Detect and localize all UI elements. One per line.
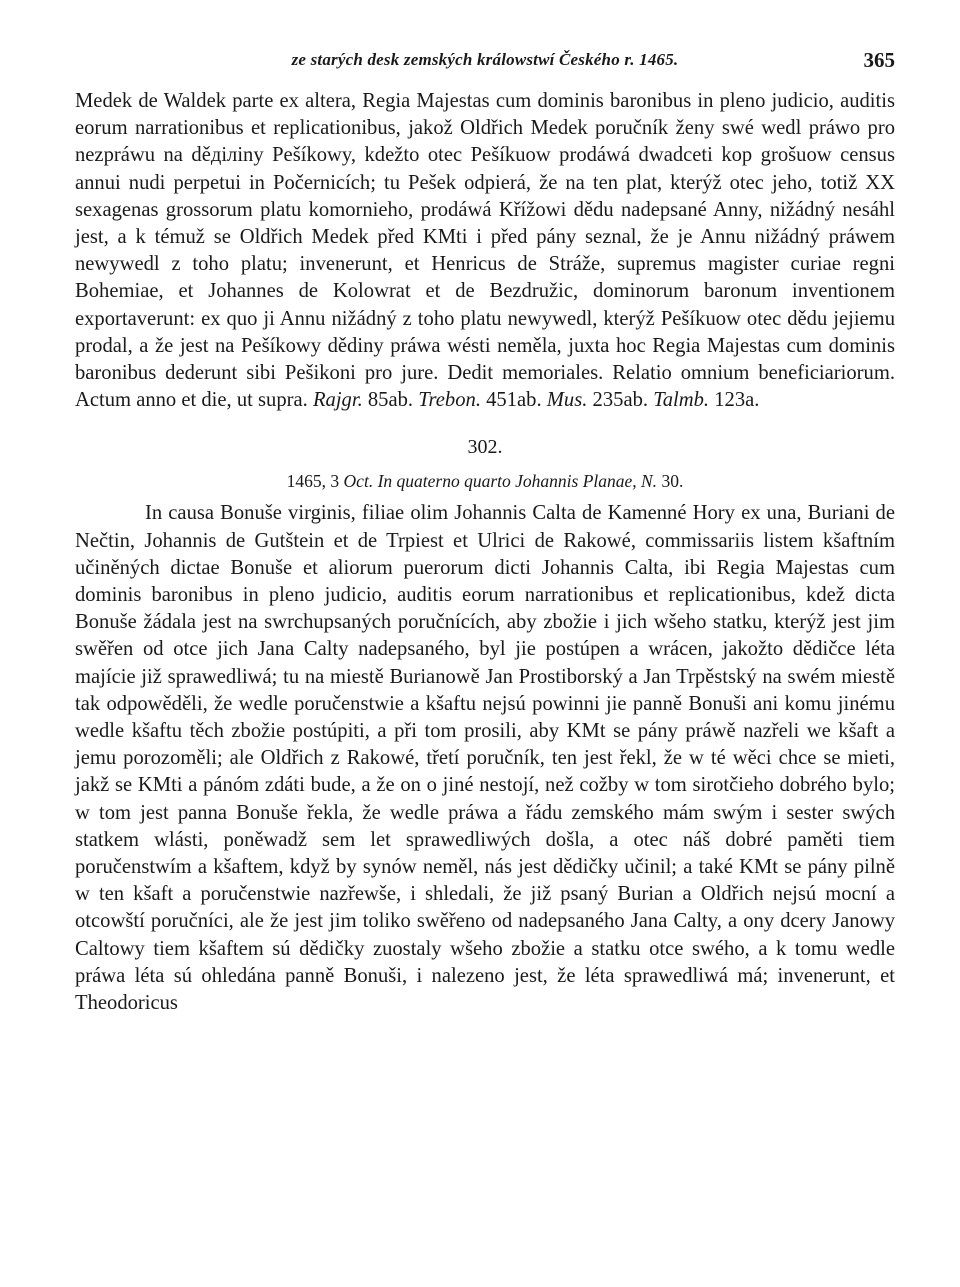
citation-folio: 451ab.: [486, 389, 542, 412]
entry-heading-number: 30.: [661, 471, 684, 492]
paragraph-bonuse-calta: In causa Bonuše virginis, filiae olim Johannis Calta de Kamenné Hory ex una, Buriani de Nečtin, Johannis de Gutštein et de Trpiest et Ulrici de Rakowé, commissariis listem kšaftním učiněných dictae Bonuše et aliorum puerorum dicti Johannis Calta, ibi Regia Majestas cum dominis baronibus in pleno judicio, auditis eorum narrationibus et replicationibus, kdež dicta Bonuše žádala jest na swrchupsaných poručnících, aby zbožie i jich wšeho statku, kterýž jest jim swěřen od otce jich Jana Calty nadepsaného, byl jie postúpen a wrácen, jakožto dědičce léta majície již sprawedliwá; tu na miestě Burianowě Jan Prostiborský a Jan Trpěstský na swém miestě tak odpowěděli, že wedle poručenstwie a kšaftu nejsú powinni jie panně Bonuši ani komu jinému wedle kšaftu těch zbožie postúpiti, a při tom prosili, aby KMt se pány práwě nazřeli we kšaft a jemu porozoměli; ale Oldřich z Rakowé, třetí poručník, ten jest řekl, že w té wěci chce se mieti, jakž se KMti a pánóm zdáti bude, a že on o jiné nestojí, než cožby w tom sirotčieho dobrého bylo; w tom jest panna Bonuše řekla, že wedle práwa a řádu zemského mám swým i sester swých statkem wlásti, poněwadž sem let sprawedliwých došla, a otec náš dobré paměti tiem poručenstwím a kšaftem, když by synów neměl, nás jest dědičky učinil; a také KMt se pány pilně w ten kšaft a poručenstwie nazřewše, i shledali, že již psaný Burian a Oldřich nejsú mocní a otcowští poručníci, ale že jest jim toliko swěřeno od nadepsaného Jana Calty, a ony dcery Janowy Caltowy tiem kšaftem sú dědičky zuostaly wšeho zbožie a statku otce swého, a k tomu wedle práwa léta sú ohledána panně Bonuši, i nalezeno jest, že léta sprawedliwá má; invenerunt, et Theodoricus: [75, 502, 895, 1015]
entry-number: 302.: [467, 436, 503, 459]
entry-date: 1465, 3: [286, 471, 340, 492]
entry-heading: [75, 468, 895, 494]
running-head: [75, 50, 895, 82]
citation-folio: 85ab.: [367, 389, 414, 412]
citation-source: Talmb.: [653, 389, 710, 412]
citation-source: Trebon.: [418, 389, 481, 412]
running-title: ze starých desk zemských králowstwí Českého r. 1465.: [291, 50, 679, 69]
citation-folio: 235ab.: [592, 389, 649, 412]
citation-source: Rajgr.: [312, 389, 363, 412]
entry-heading-italic: Oct. In quaterno quarto Johannis Planae, N.: [343, 471, 658, 492]
paragraph-medek-pesik: [75, 88, 895, 414]
document-page: [75, 50, 895, 1017]
citation-folio: 123a.: [714, 389, 760, 412]
citation-source: Mus.: [546, 389, 588, 412]
page-number: 365: [863, 48, 895, 72]
paragraph-1-text: Medek de Waldek parte ex altera, Regia Majestas cum dominis baronibus in pleno judicio, auditis eorum narrationibus et replicationibus, jakož Oldřich Medek poručník ženy swé wedl práwo pro nezpráwu na děділiny Pešíkowy, kdežto otec Pešíkuow prodáwá dwadceti kop grošuow census annui nudi perpetui in Počernicích; tu Pešek odpierá, že na ten plat, kterýž otec jeho, totiž XX sexagenas grossorum platu komornieho, prodáwá Křížowi dědu nadepsané Anny, nižádný nesáhl jest, a k témuž se Oldřich Medek před KMti i před pány seznal, že je Annu nižádný práwem newywedl z toho platu; invenerunt, et Henricus de Stráže, supremus magister curiae regni Bohemiae, et Johannes de Kolowrat et de Bezdružic, dominorum baronum inventionem exportaverunt: ex quo ji Annu nižádný z toho platu newywedl, kterýž Pešíkuow otec dědu jejiemu prodal, a že jest na Pešíkowy dědiny práwa wésti neměla, juxta hoc Regia Majestas cum dominis baronibus dederunt sibi Pešikoni pro jure. Dedit memoriales. Relatio omnium beneficiariorum. Actum anno et die, ut supra.: [75, 90, 895, 412]
